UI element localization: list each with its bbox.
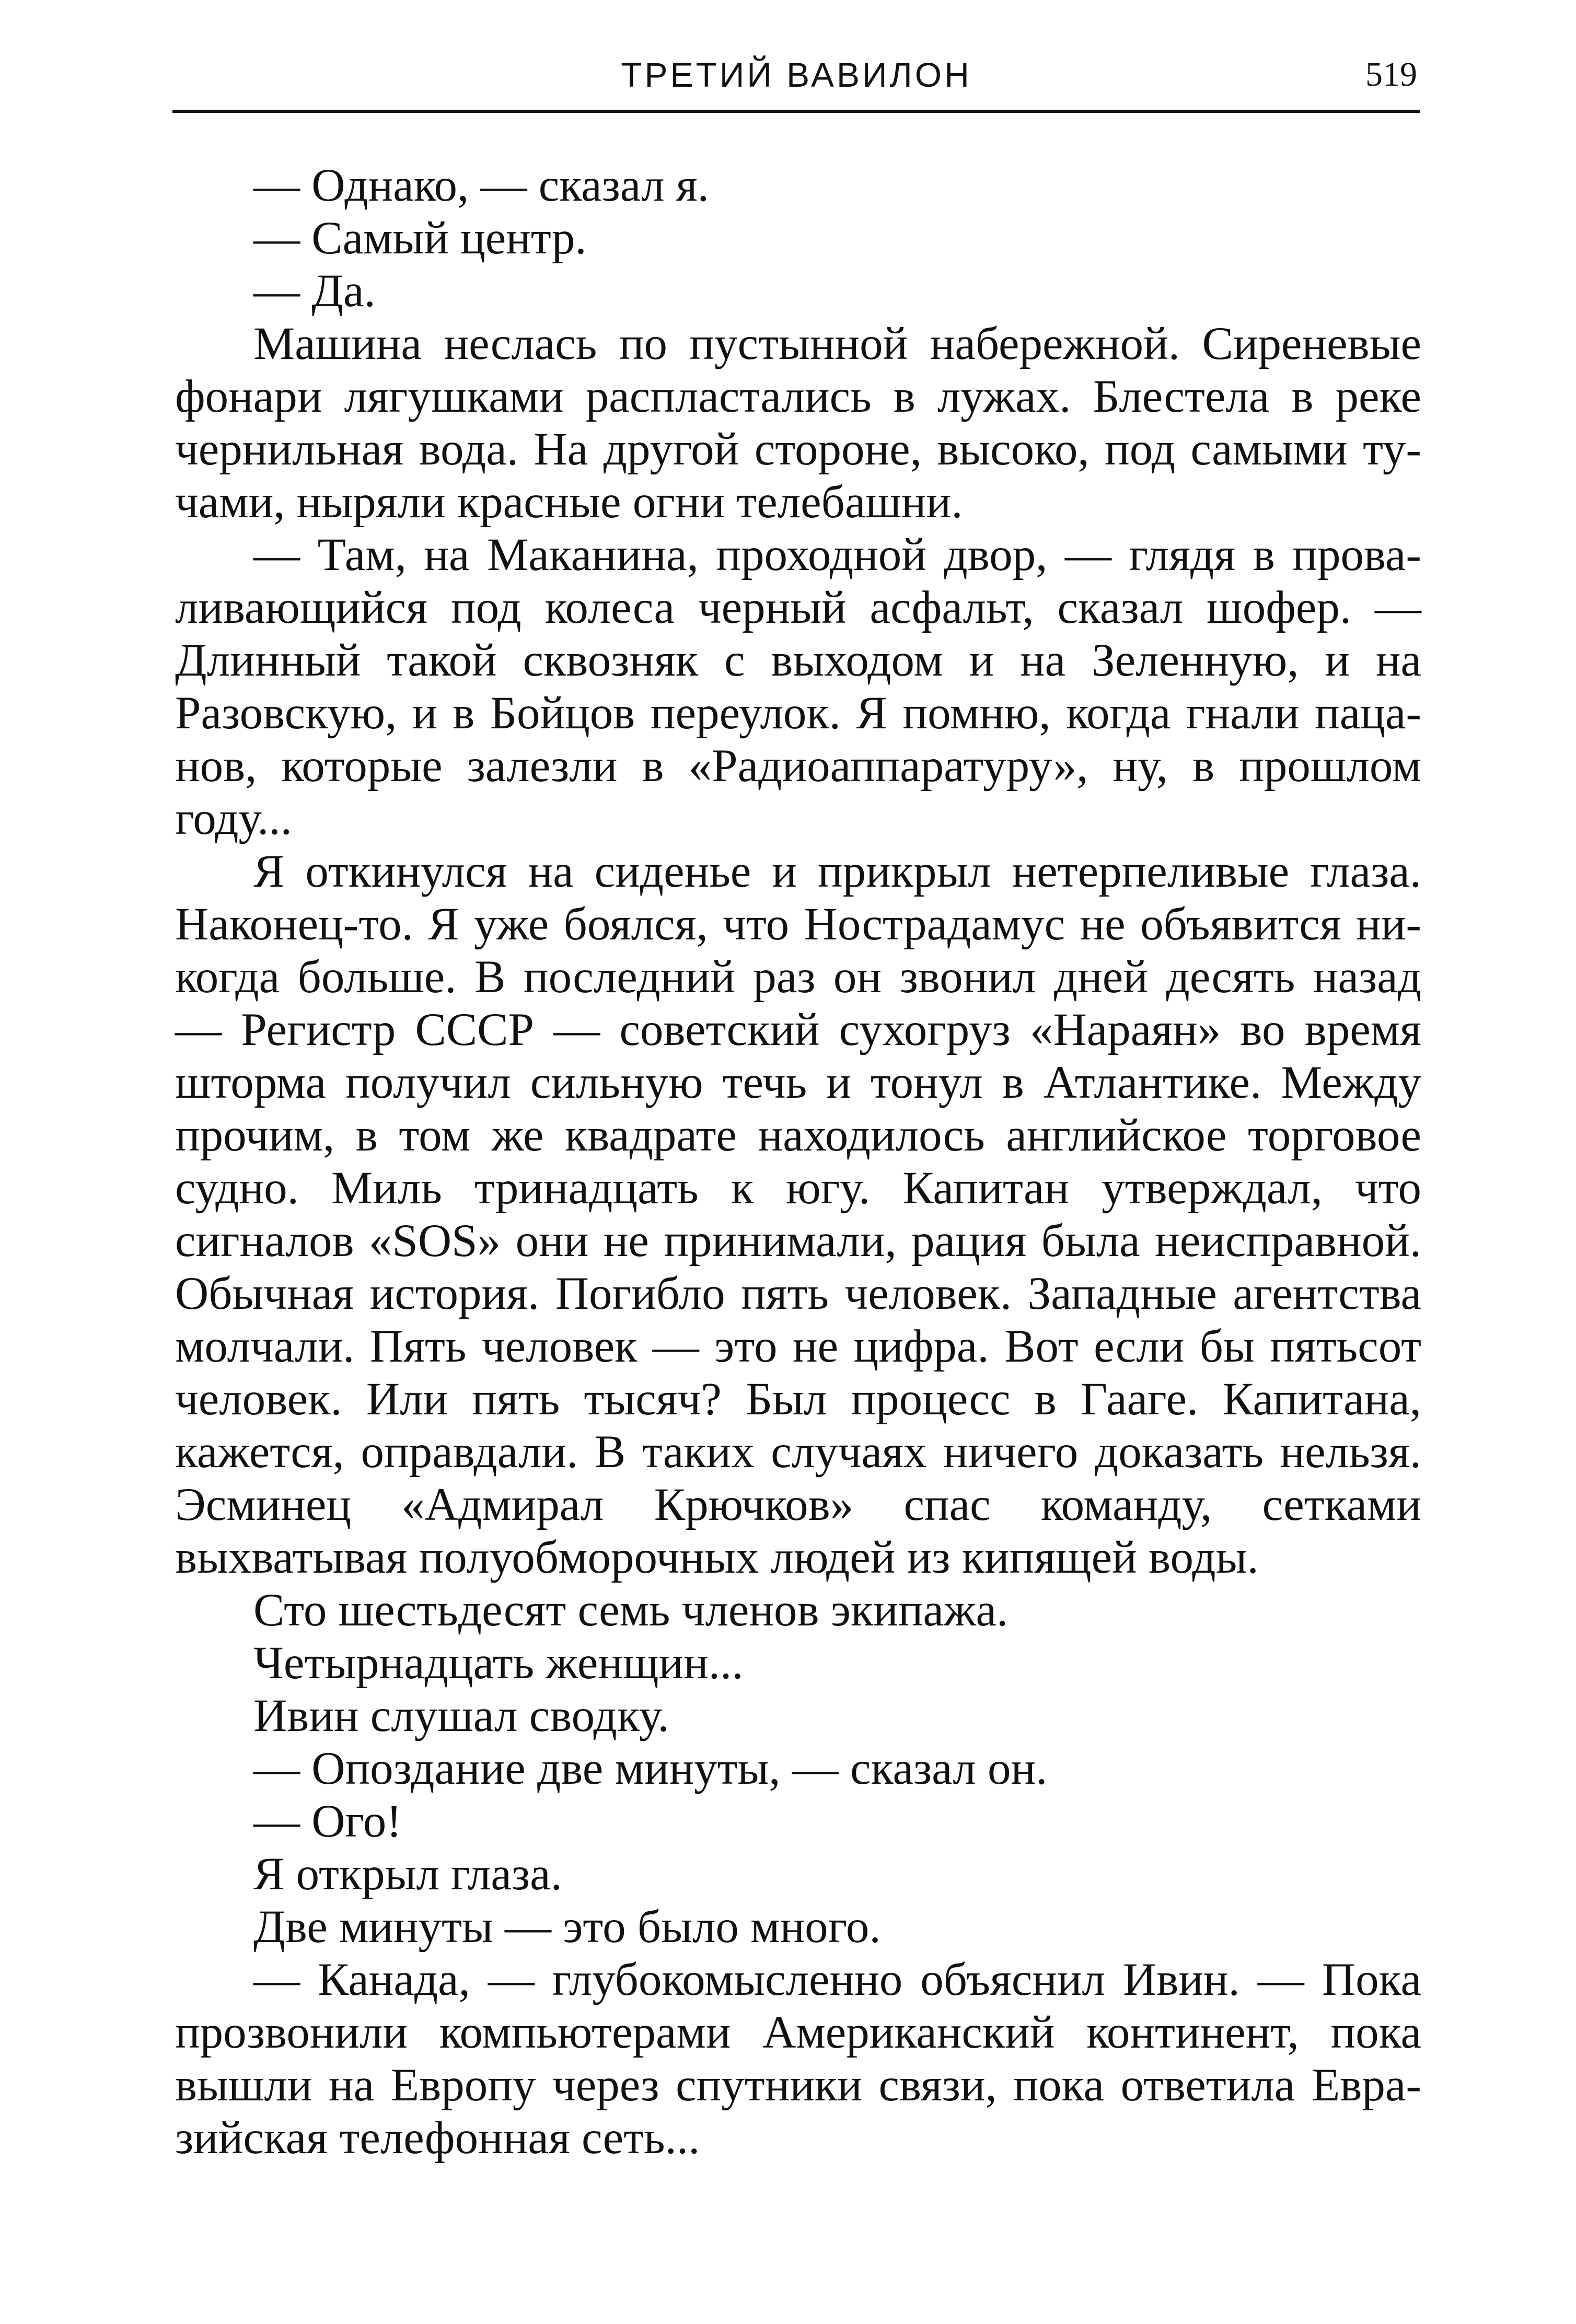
paragraph: — Канада, — глубокомысленно объяснил Ивин. — Пока прозвонили компьютерами Американский континент, пока вышли на Европу через спутники связи, пока ответила Евразийская телефонная сеть... bbox=[175, 1954, 1421, 2164]
paragraph: Четырнадцать женщин... bbox=[253, 1637, 744, 1689]
paragraph: Две минуты — это было много. bbox=[253, 1901, 881, 1953]
paragraph: — Там, на Маканина, проходной двор, — глядя в проваливающийся под колеса черный асфальт, сказал шофер. — Длинный такой сквозняк с выходом и на Зеленную, и на Разовскую, и в Бойцов переулок. Я помню, когда гнали пацанов, которые залезли в «Радиоаппаратуру», ну, в прошлом году... bbox=[175, 529, 1421, 844]
paragraph: Я откинулся на сиденье и прикрыл нетерпеливые глаза. Наконец-то. Я уже боялся, что Нострадамус не объявится никогда больше. В последний раз он звонил дней десять назад — Регистр СССР — советский сухогруз «Нараян» во время шторма получил сильную течь и тонул в Атлантике. Между прочим, в том же квадрате находилось английское торговое судно. Миль тринадцать к югу. Капитан утверждал, что сигналов «SOS» они не принимали, рация была неисправной. Обычная история. Погибло пять человек. Западные агентства молчали. Пять человек — это не цифра. Вот если бы пятьсот человек. Или пять тысяч? Был процесс в Гааге. Капитана, кажется, оправдали. В таких случаях ничего доказать нельзя. Эсминец «Адмирал Крючков» спас команду, сетками выхватывая полуобморочных людей из кипящей воды. bbox=[175, 846, 1421, 1583]
running-head bbox=[172, 50, 1420, 107]
paragraph: — Да. bbox=[253, 265, 376, 317]
running-title: ТРЕТИЙ ВАВИЛОН bbox=[621, 55, 972, 94]
paragraph: — Самый центр. bbox=[253, 213, 587, 264]
page-body bbox=[175, 159, 1421, 2249]
paragraph: — Опоздание две минуты, — сказал он. bbox=[253, 1743, 1048, 1794]
paragraph: Машина неслась по пустынной набережной. Сиреневые фонари лягушками распластались в лужах. Блестела в реке чернильная вода. На другой стороне, высоко, под самыми тучами, ныряли красные огни телебашни. bbox=[175, 318, 1421, 528]
page-number: 519 bbox=[1365, 55, 1417, 94]
header-rule bbox=[172, 110, 1420, 113]
paragraph: — Однако, — сказал я. bbox=[253, 160, 709, 211]
paragraph: Я открыл глаза. bbox=[253, 1849, 562, 1900]
paragraph: — Ого! bbox=[253, 1796, 402, 1847]
paragraph: Ивин слушал сводку. bbox=[253, 1690, 669, 1741]
paragraph: Сто шестьдесят семь членов экипажа. bbox=[253, 1585, 1009, 1636]
